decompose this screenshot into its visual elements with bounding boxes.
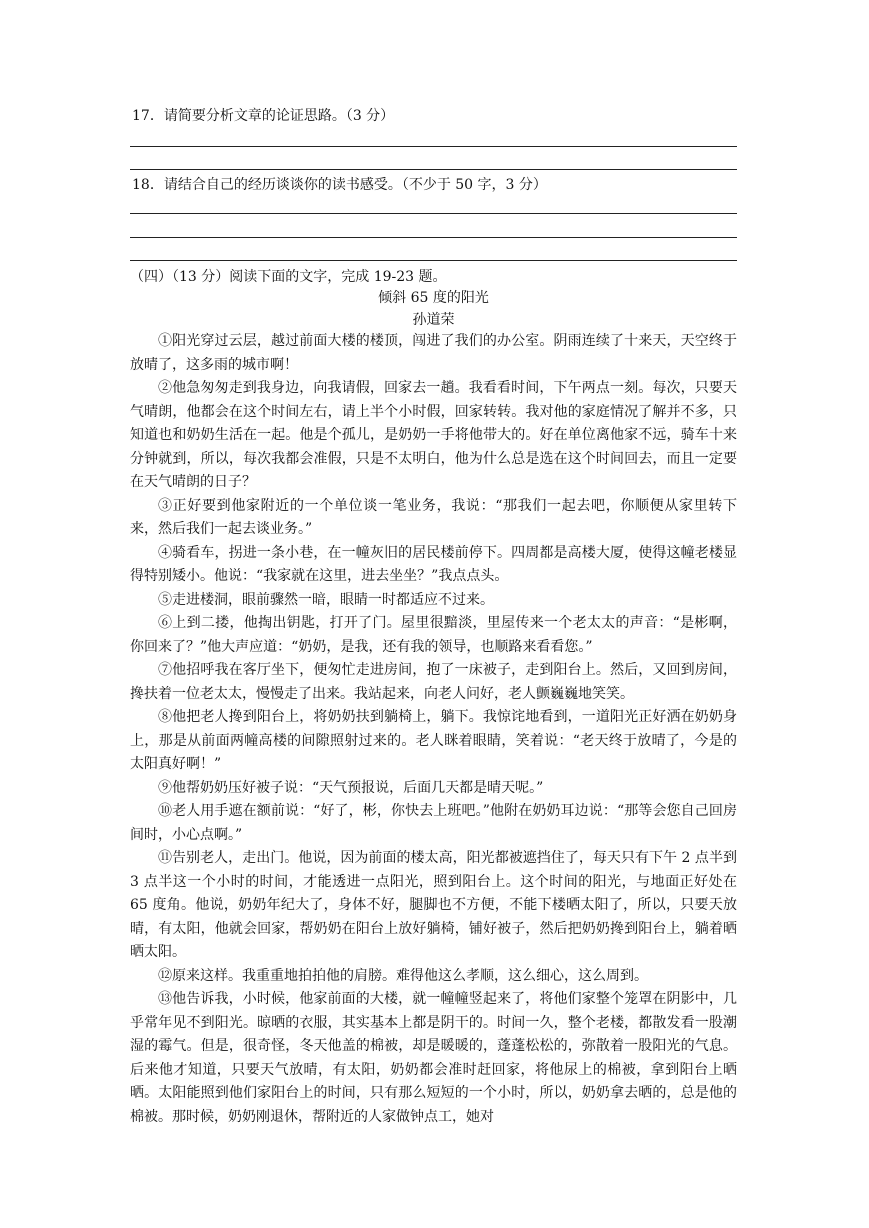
paragraph: ④骑看车，拐进一条小巷，在一幢灰旧的居民楼前停下。四周都是高楼大厦，使得这幢老楼显得特别矮小。他说：“我家就在这里，进去坐坐？”我点点头。 bbox=[130, 544, 737, 584]
paragraph: ⑪告别老人，走出门。他说，因为前面的楼太高，阳光都被遮挡住了，每天只有下午 2 点半到 3 点半这一个小时的时间，才能透进一点阳光，照到阳台上。这个时间的阳光，与地面正好处在 65 度角。他说，奶奶年纪大了，身体不好，腿脚也不方便，不能下楼晒太阳了，所以，只要天放晴，有太阳，他就会回家，帮奶奶在阳台上放好躺椅，铺好被子，然后把奶奶搀到阳台上，躺着晒晒太阳。 bbox=[130, 850, 737, 960]
article-body bbox=[130, 330, 737, 1129]
answer-line[interactable] bbox=[130, 213, 737, 214]
paragraph: ②他急匆匆走到我身边，向我请假，回家去一趟。我看看时间，下午两点一刻。每次，只要天气晴朗，他都会在这个时间左右，请上半个小时假，回家转转。我对他的家庭情况了解并不多，只知道也和奶奶生活在一起。他是个孤儿，是奶奶一手将他带大的。好在单位离他家不远，骑车十来分钟就到，所以，每次我都会准假，只是不太明白，他为什么总是选在这个时间回去，而且一定要在天气晴朗的日子？ bbox=[130, 380, 737, 490]
article-author: 孙道荣 bbox=[412, 312, 455, 328]
question-17: 17．请简要分析文章的论证思路。（3 分） bbox=[132, 108, 395, 124]
question-18: 18．请结合自己的经历谈谈你的读书感受。（不少于 50 字，3 分） bbox=[132, 177, 547, 193]
paragraph: ①阳光穿过云层，越过前面大楼的楼顶，闯进了我们的办公室。阴雨连续了十来天，天空终于放晴了，这多雨的城市啊！ bbox=[130, 333, 737, 373]
answer-line[interactable] bbox=[130, 260, 737, 261]
paragraph: ⑨他帮奶奶压好被子说：“天气预报说，后面几天都是晴天呢。” bbox=[158, 779, 544, 796]
paragraph: ⑫原来这样。我重重地拍拍他的肩膀。难得他这么孝顺，这么细心，这么周到。 bbox=[158, 967, 648, 984]
paragraph: ⑬他告诉我，小时候，他家前面的大楼，就一幢幢竖起来了，将他们家整个笼罩在阴影中，几乎常年见不到阳光。晾晒的衣服，其实基本上都是阴干的。时间一久，整个老楼，都散发看一股潮湿的霉气。但是，很奇怪，冬天他盖的棉被，却是暖暖的，蓬蓬松松的，弥散着一股阳光的气息。后来他才知道，只要天气放晴，有太阳，奶奶都会准时赶回家，将他尿上的棉被，拿到阳台上晒晒。太阳能照到他们家阳台上的时间，只有那么短短的一个小时，所以，奶奶拿去晒的，总是他的棉被。那时候，奶奶刚退休，帮附近的人家做钟点工，她对 bbox=[130, 991, 737, 1125]
paragraph: ⑤走进楼洞，眼前骤然一暗，眼睛一时都适应不过来。 bbox=[158, 591, 494, 608]
answer-line[interactable] bbox=[130, 237, 737, 238]
paragraph: ③正好要到他家附近的一个单位谈一笔业务，我说：“那我们一起去吧，你顺便从家里转下来，然后我们一起去谈业务。” bbox=[130, 497, 737, 537]
answer-line[interactable] bbox=[130, 146, 737, 147]
answer-line[interactable] bbox=[130, 169, 737, 170]
section-heading: （四）（13 分）阅读下面的文字，完成 19-23 题。 bbox=[130, 269, 447, 285]
paragraph: ⑩老人用手遮在额前说：“好了，彬，你快去上班吧。”他附在奶奶耳边说：“那等会您自己回房间时，小心点啊。” bbox=[130, 803, 737, 843]
paragraph: ⑥上到二搂，他掏出钥匙，打开了门。屋里很黯淡，里屋传来一个老太太的声音：“是彬啊，你回来了？”他大声应道：“奶奶，是我，还有我的领导，也顺路来看看您。” bbox=[130, 615, 737, 655]
article-title: 倾斜 65 度的阳光 bbox=[378, 290, 489, 306]
paragraph: ⑦他招呼我在客厅坐下，便匆忙走进房间，抱了一床被子，走到阳台上。然后，又回到房间，搀扶着一位老太太，慢慢走了出来。我站起来，向老人问好，老人颤巍巍地笑笑。 bbox=[130, 662, 737, 702]
paragraph: ⑧他把老人搀到阳台上，将奶奶扶到躺椅上，躺下。我惊诧地看到，一道阳光正好洒在奶奶身上，那是从前面两幢高楼的间隙照射过来的。老人眯着眼睛，笑着说：“老天终于放晴了，今是的太阳真好啊！” bbox=[130, 709, 737, 772]
